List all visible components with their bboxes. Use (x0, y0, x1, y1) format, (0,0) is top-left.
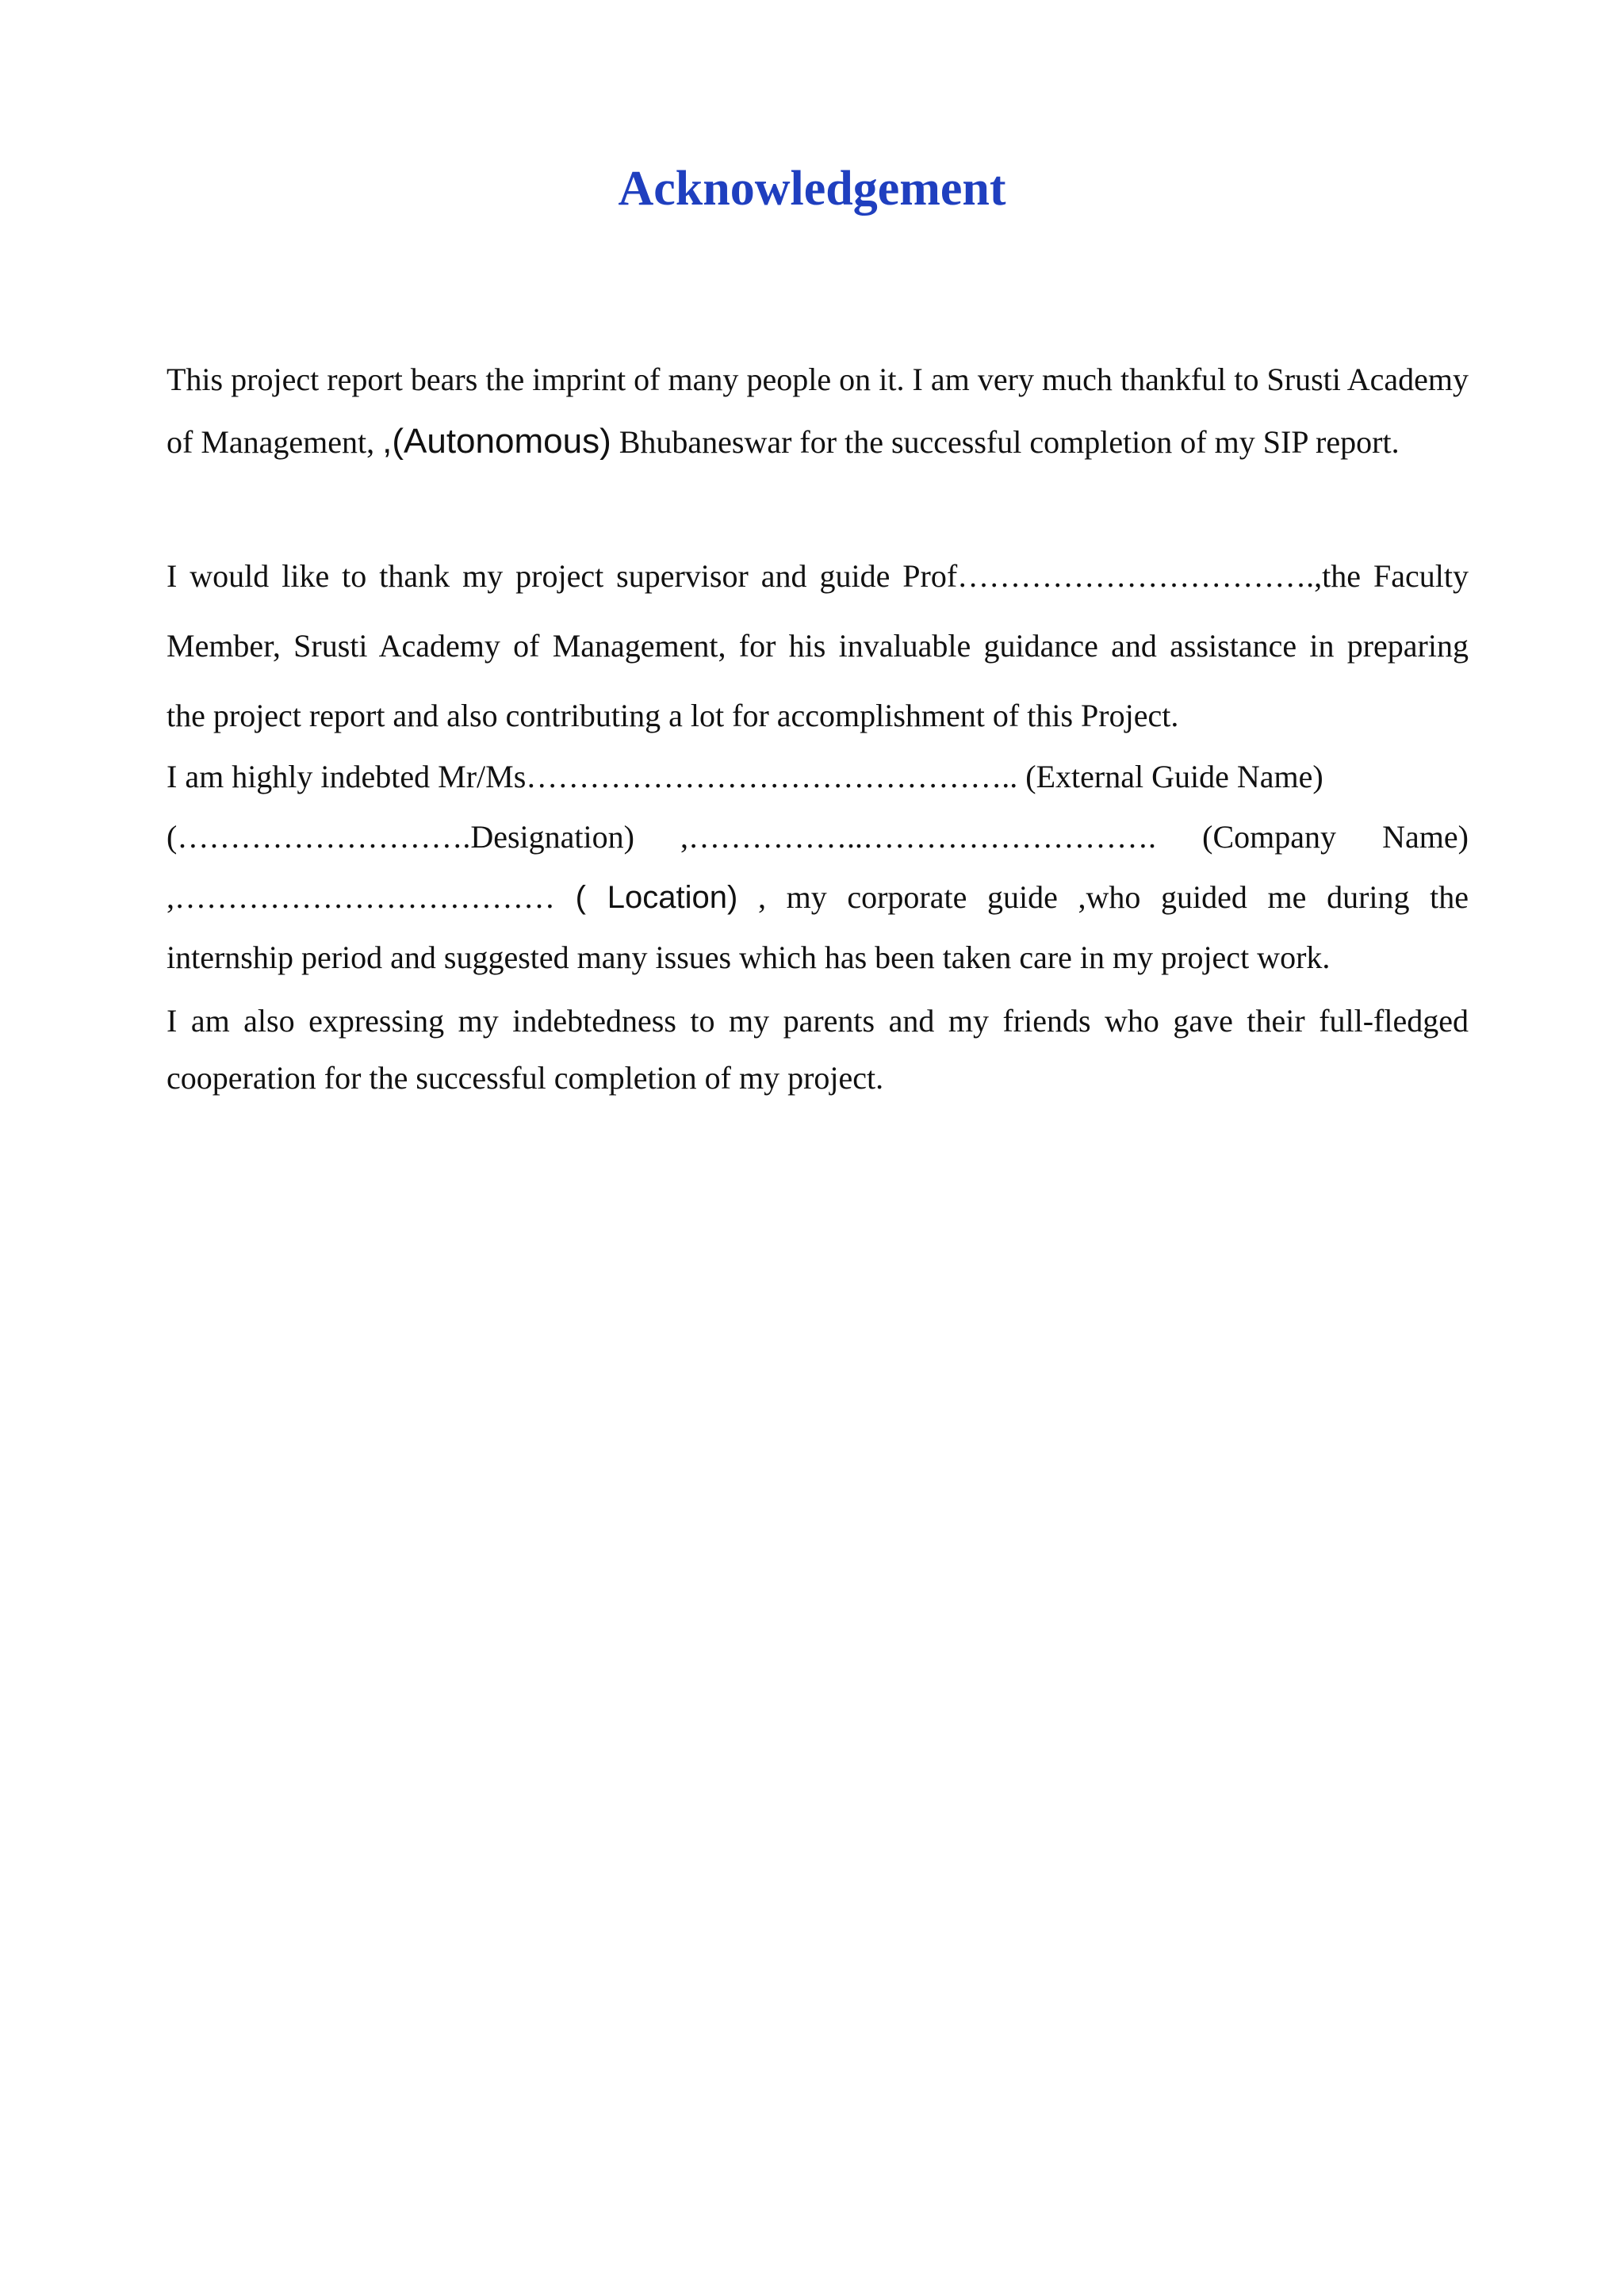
paragraph-line: Member, Srusti Academy of Management, for his invaluable guidance and assistance in preparing (167, 628, 1469, 664)
paragraph-text-part: , my corporate guide ,who guided me during the (737, 879, 1469, 915)
paragraph-text-part: ,……………………………… (167, 879, 576, 915)
paragraph-line: I am highly indebted Mr/Ms……………………………………….. (External Guide Name) (167, 759, 1323, 794)
location-text: ( Location) (575, 880, 738, 915)
paragraph-thanks-supervisor (167, 541, 1469, 751)
autonomous-text: ,(Autonomous) (382, 422, 611, 461)
paragraph-text (167, 349, 1469, 473)
paragraph-text-part: Bhubaneswar for the successful completion of my SIP report. (611, 424, 1400, 460)
paragraph-thanks-institute (167, 349, 1469, 473)
paragraph-text-part: This project report bears the imprint of many people on it. I am very much thankful to Srusti Academy of Management, (167, 362, 1469, 460)
page-title: Acknowledgement (618, 162, 1006, 216)
paragraph-line: I would like to thank my project supervisor and guide Prof…………………………….,the Faculty (167, 558, 1469, 594)
paragraph-line (167, 867, 1469, 928)
paragraph-thanks-family (167, 993, 1469, 1107)
paragraph-line: (……………………….Designation) ,……………..………………………. (Company Name) (167, 819, 1469, 855)
paragraph-line: cooperation for the successful completion of my project. (167, 1060, 884, 1096)
paragraph-line: I am also expressing my indebtedness to my parents and my friends who gave their full-fledged (167, 1003, 1469, 1039)
paragraph-thanks-external-guide (167, 747, 1469, 988)
paragraph-line: internship period and suggested many issues which has been taken care in my project work. (167, 939, 1331, 975)
paragraph-line: the project report and also contributing a lot for accomplishment of this Project. (167, 698, 1179, 733)
